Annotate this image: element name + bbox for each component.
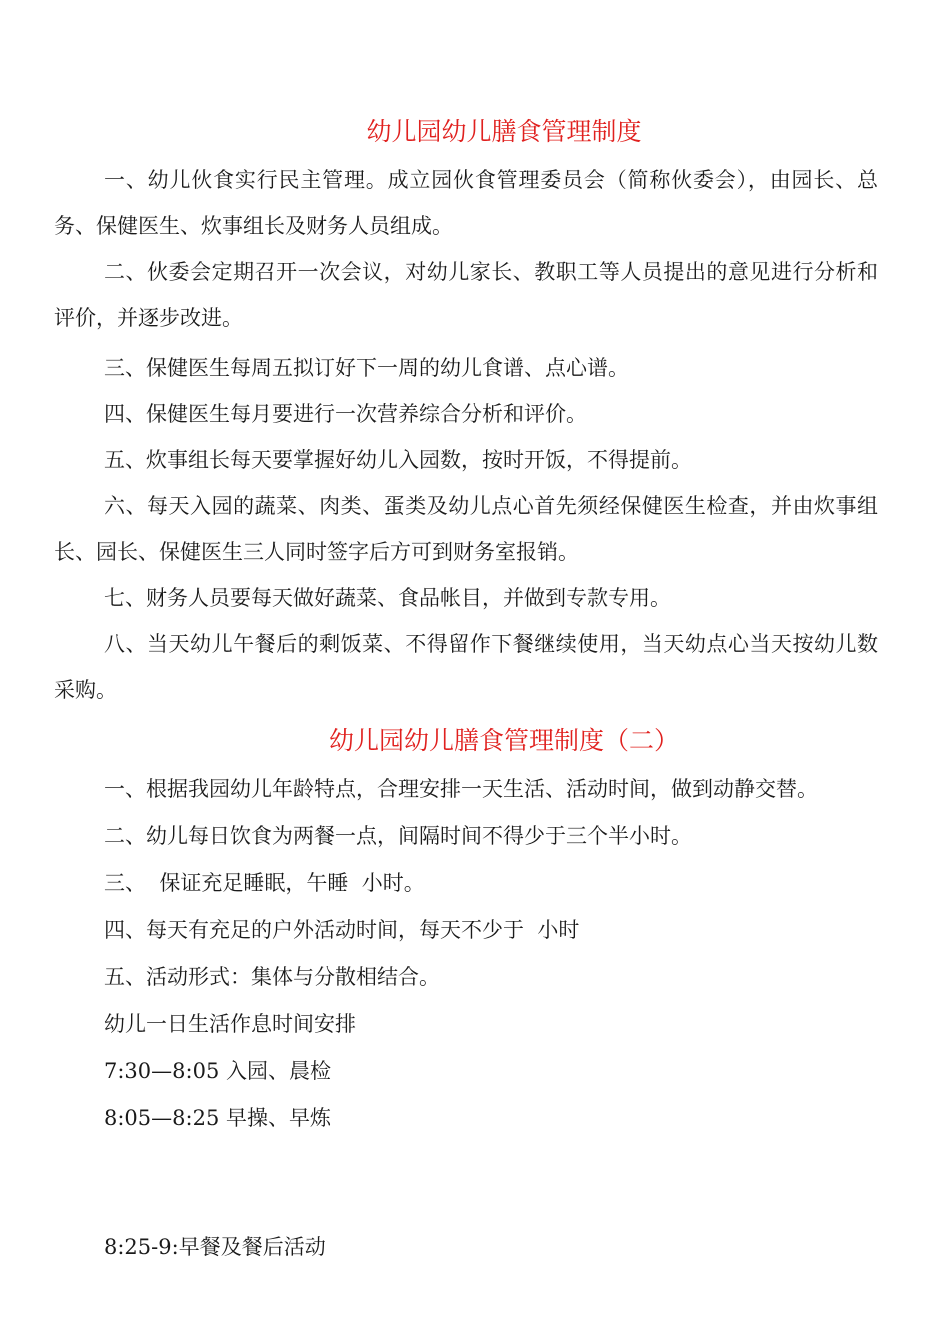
- schedule-rule-5: 五、活动形式：集体与分散相结合。: [104, 965, 440, 989]
- schedule-rule-3: 三、 保证充足睡眠，午睡 小时。: [104, 871, 425, 895]
- paragraph-3: 三、保健医生每周五拟订好下一周的幼儿食谱、点心谱。: [104, 356, 629, 380]
- document-title: 幼儿园幼儿膳食管理制度: [366, 117, 642, 146]
- schedule-rule-1: 一、根据我园幼儿年龄特点，合理安排一天生活、活动时间，做到动静交替。: [104, 777, 818, 801]
- schedule-item: 8:05—8:25 早操、早炼: [104, 1106, 331, 1130]
- paragraph-7: 七、财务人员要每天做好蔬菜、食品帐目，并做到专款专用。: [104, 586, 671, 610]
- paragraph-4: 四、保健医生每月要进行一次营养综合分析和评价。: [104, 402, 587, 426]
- schedule-rule-4: 四、每天有充足的户外活动时间，每天不少于 小时: [104, 918, 580, 942]
- schedule-rule-2: 二、幼儿每日饮食为两餐一点，间隔时间不得少于三个半小时。: [104, 824, 692, 848]
- section-2-title: 幼儿园幼儿膳食管理制度（二）: [328, 726, 679, 755]
- paragraph-5: 五、炊事组长每天要掌握好幼儿入园数，按时开饭，不得提前。: [104, 448, 692, 472]
- paragraph-6: 六、每天入园的蔬菜、肉类、蛋类及幼儿点心首先须经保健医生检查，并由炊事组长、园长、保健医生三人同时签字后方可到财务室报销。: [54, 494, 878, 564]
- schedule-item: 7:30—8:05 入园、晨检: [104, 1059, 331, 1083]
- schedule-heading: 幼儿一日生活作息时间安排: [104, 1012, 356, 1036]
- paragraph-8: 八、当天幼儿午餐后的剩饭菜、不得留作下餐继续使用，当天幼点心当天按幼儿数采购。: [54, 632, 878, 702]
- schedule-item: 8:25-9:早餐及餐后活动: [104, 1235, 326, 1259]
- paragraph-2: 二、伙委会定期召开一次会议，对幼儿家长、教职工等人员提出的意见进行分析和评价，并逐步改进。: [54, 260, 878, 330]
- paragraph-1: 一、幼儿伙食实行民主管理。成立园伙食管理委员会（简称伙委会），由园长、总务、保健医生、炊事组长及财务人员组成。: [54, 168, 878, 238]
